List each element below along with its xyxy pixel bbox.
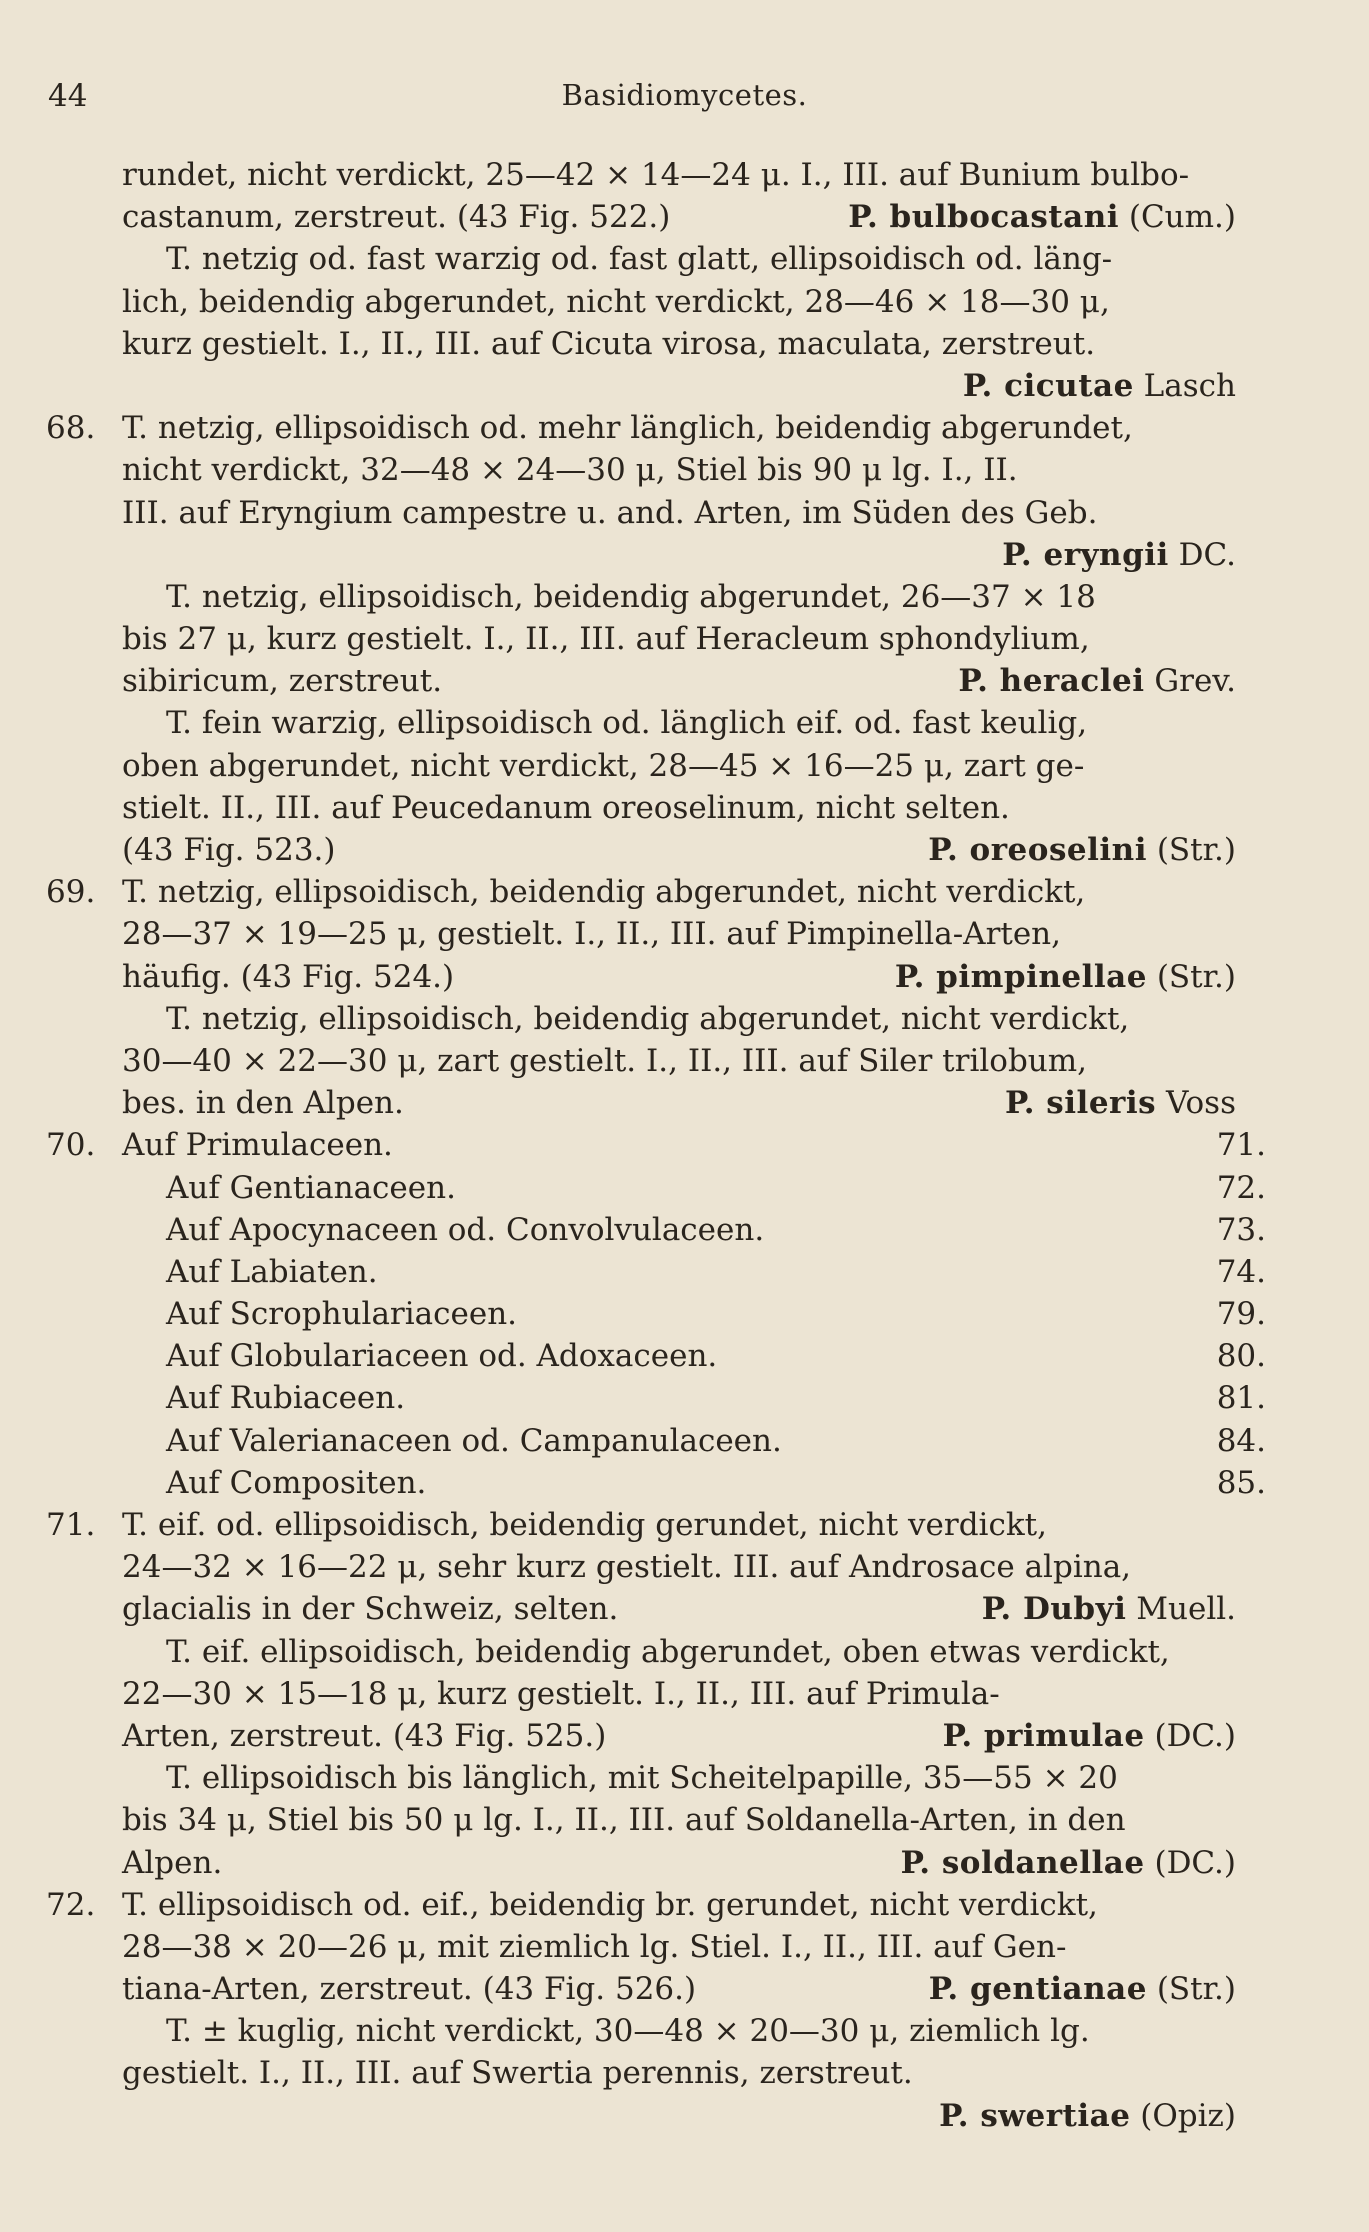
key-row — [46, 1251, 1296, 1293]
species-name — [1005, 1082, 1236, 1124]
key-entry — [46, 154, 1296, 238]
key-row — [46, 1124, 1296, 1166]
page-body — [46, 154, 1296, 2137]
text-line: T. eif. ellipsoidisch, beidendig abgerundet, oben etwas verdickt, — [166, 1633, 1170, 1670]
species-author: Grev. — [1144, 663, 1236, 700]
key-entry — [46, 871, 1296, 998]
text-line-content: häufig. (43 Fig. 524.) — [122, 958, 455, 995]
key-row — [46, 1167, 1296, 1209]
key-row-ref: 71. — [1216, 1127, 1266, 1164]
entry-number: 69. — [46, 874, 96, 911]
key-row-ref: 81. — [1216, 1380, 1266, 1417]
species-author: (Str.) — [1146, 958, 1236, 995]
key-row-ref: 72. — [1216, 1169, 1266, 1206]
text-line: T. eif. od. ellipsoidisch, beidendig gerundet, nicht verdickt, — [122, 1507, 1047, 1543]
key-entry — [46, 1631, 1296, 1758]
key-row-ref: 79. — [1216, 1296, 1266, 1333]
key-row — [46, 1377, 1296, 1419]
species-author: Voss — [1156, 1085, 1236, 1122]
species-author: (Str.) — [1146, 1971, 1236, 2008]
text-line: bis 34 μ, Stiel bis 50 μ lg. I., II., III. auf Soldanella-Arten, in den — [122, 1802, 1126, 1839]
key-row — [46, 1209, 1296, 1251]
key-row-label: Auf Globulariaceen od. Adoxaceen. — [166, 1338, 718, 1375]
species-name — [901, 1842, 1236, 1884]
text-line — [46, 1968, 1296, 2010]
text-line — [46, 829, 1296, 871]
page-header — [0, 78, 1369, 122]
key-row-ref: 73. — [1216, 1211, 1266, 1248]
key-entry — [46, 407, 1296, 576]
text-line — [46, 196, 1296, 238]
key-entry — [46, 576, 1296, 703]
species-author: (DC.) — [1144, 1717, 1236, 1754]
page-number: 44 — [48, 78, 88, 114]
key-row-label: Auf Labiaten. — [166, 1253, 378, 1290]
text-line: T. netzig, ellipsoidisch, beidendig abgerundet, nicht verdickt, — [122, 874, 1086, 911]
key-row — [46, 1335, 1296, 1377]
key-row-label: Auf Scrophulariaceen. — [166, 1296, 518, 1333]
text-line-content: (43 Fig. 523.) — [122, 832, 336, 868]
key-row-label: Auf Gentianaceen. — [166, 1169, 456, 1206]
text-line: gestielt. I., II., III. auf Swertia perennis, zerstreut. — [122, 2055, 913, 2092]
text-line: 30—40 × 22—30 μ, zart gestielt. I., II., III. auf Siler trilobum, — [122, 1042, 1088, 1079]
key-row-ref: 85. — [1216, 1464, 1266, 1501]
species-author: DC. — [1168, 536, 1236, 573]
text-line: 24—32 × 16—22 μ, sehr kurz gestielt. III. auf Androsace alpina, — [122, 1549, 1132, 1586]
text-line-content: glacialis in der Schweiz, selten. — [122, 1591, 619, 1628]
key-entry — [46, 1757, 1296, 1884]
text-line: T. ± kuglig, nicht verdickt, 30—48 × 20—30 μ, ziemlich lg. — [166, 2013, 1090, 2050]
species-author: (DC.) — [1144, 1844, 1236, 1881]
key-entry — [46, 2010, 1296, 2137]
species-binomial: P. cicutae — [962, 367, 1134, 404]
species-name — [929, 1968, 1236, 2010]
text-line-content: tiana-Arten, zerstreut. (43 Fig. 526.) — [122, 1971, 697, 2008]
key-row-ref: 80. — [1216, 1338, 1266, 1375]
text-line: 22—30 × 15—18 μ, kurz gestielt. I., II., III. auf Primula- — [122, 1675, 1000, 1712]
text-line-content: Alpen. — [122, 1844, 223, 1881]
text-line: T. netzig, ellipsoidisch, beidendig abgerundet, 26—37 × 18 — [166, 578, 1096, 615]
species-name — [958, 660, 1236, 702]
text-line-content: sibiricum, zerstreut. — [122, 663, 443, 700]
text-line: T. ellipsoidisch bis länglich, mit Scheitelpapille, 35—55 × 20 — [166, 1760, 1118, 1797]
species-name — [943, 1715, 1236, 1757]
text-line — [46, 1715, 1296, 1757]
species-name — [46, 534, 1296, 576]
key-row-label: Auf Apocynaceen od. Convolvulaceen. — [166, 1211, 765, 1248]
key-row — [46, 1462, 1296, 1504]
species-author: (Opiz) — [1130, 2097, 1236, 2134]
text-line — [46, 1588, 1296, 1630]
text-line — [46, 660, 1296, 702]
key-section-70 — [46, 1124, 1296, 1504]
text-line — [46, 956, 1296, 998]
entry-number: 68. — [46, 410, 96, 447]
species-binomial: P. bulbocastani — [848, 199, 1120, 236]
key-entry — [46, 1884, 1296, 2011]
key-row — [46, 1293, 1296, 1335]
text-line — [46, 1842, 1296, 1884]
key-row-label: Auf Compositen. — [166, 1464, 427, 1501]
running-head: Basidiomycetes. — [561, 78, 808, 112]
species-name — [46, 365, 1296, 407]
text-line: T. netzig, ellipsoidisch od. mehr länglich, beidendig abgerundet, — [122, 410, 1133, 447]
text-line: rundet, nicht verdickt, 25—42 × 14—24 μ. I., III. auf Bunium bulbo- — [122, 157, 1190, 193]
text-line: 28—37 × 19—25 μ, gestielt. I., II., III. auf Pimpinella-Arten, — [122, 916, 1062, 953]
species-binomial: P. heraclei — [958, 663, 1145, 700]
key-row-label: Auf Rubiaceen. — [166, 1380, 406, 1417]
key-entry — [46, 998, 1296, 1125]
species-name — [895, 956, 1236, 998]
text-line: kurz gestielt. I., II., III. auf Cicuta virosa, maculata, zerstreut. — [122, 325, 1096, 362]
species-binomial: P. pimpinellae — [894, 958, 1147, 995]
species-name — [46, 2095, 1296, 2137]
text-line: 28—38 × 20—26 μ, mit ziemlich lg. Stiel. I., II., III. auf Gen- — [122, 1928, 1067, 1965]
key-entry — [46, 702, 1296, 871]
key-row — [46, 1420, 1296, 1462]
species-name — [982, 1588, 1236, 1630]
species-binomial: P. soldanellae — [900, 1844, 1145, 1881]
text-line: T. fein warzig, ellipsoidisch od. länglich eif. od. fast keulig, — [166, 705, 1088, 742]
text-line: oben abgerundet, nicht verdickt, 28—45 × 16—25 μ, zart ge- — [122, 747, 1085, 784]
text-line: T. netzig od. fast warzig od. fast glatt, ellipsoidisch od. läng- — [166, 241, 1113, 278]
text-line: nicht verdickt, 32—48 × 24—30 μ, Stiel bis 90 μ lg. I., II. — [122, 452, 1018, 489]
text-line-content: castanum, zerstreut. (43 Fig. 522.) — [122, 199, 671, 236]
species-author: (Str.) — [1146, 832, 1236, 868]
text-line-content: bes. in den Alpen. — [122, 1085, 404, 1122]
key-row-ref: 84. — [1216, 1422, 1266, 1459]
text-line: T. netzig, ellipsoidisch, beidendig abgerundet, nicht verdickt, — [166, 1000, 1130, 1037]
text-line-content: Arten, zerstreut. (43 Fig. 525.) — [122, 1717, 607, 1754]
text-line: stielt. II., III. auf Peucedanum oreoselinum, nicht selten. — [122, 789, 1010, 826]
species-binomial: P. oreoselini — [928, 832, 1147, 868]
key-entry — [46, 1504, 1296, 1631]
species-author: Muell. — [1126, 1591, 1236, 1628]
text-line — [46, 1082, 1296, 1124]
species-binomial: P. eryngii — [1002, 536, 1169, 573]
species-name — [928, 829, 1236, 871]
entry-number: 72. — [46, 1886, 96, 1923]
species-binomial: P. sileris — [1005, 1085, 1157, 1122]
species-name — [848, 196, 1236, 238]
species-binomial: P. gentianae — [928, 1971, 1147, 2008]
entry-number: 70. — [46, 1127, 96, 1164]
species-author: (Cum.) — [1119, 199, 1236, 236]
species-author: Lasch — [1133, 367, 1236, 404]
key-row-label: Auf Valerianaceen od. Campanulaceen. — [166, 1422, 782, 1459]
species-binomial: P. primulae — [942, 1717, 1145, 1754]
entry-number: 71. — [46, 1507, 96, 1543]
text-line: III. auf Eryngium campestre u. and. Arten, im Süden des Geb. — [122, 494, 1098, 531]
species-binomial: P. Dubyi — [981, 1591, 1127, 1628]
key-row-ref: 74. — [1216, 1253, 1266, 1290]
text-line: lich, beidendig abgerundet, nicht verdickt, 28—46 × 18—30 μ, — [122, 283, 1110, 320]
species-binomial: P. swertiae — [939, 2097, 1131, 2134]
key-entry — [46, 238, 1296, 407]
text-line: T. ellipsoidisch od. eif., beidendig br. gerundet, nicht verdickt, — [122, 1886, 1098, 1923]
text-line: bis 27 μ, kurz gestielt. I., II., III. auf Heracleum sphondylium, — [122, 621, 1090, 658]
key-row-label: Auf Primulaceen. — [122, 1127, 393, 1164]
